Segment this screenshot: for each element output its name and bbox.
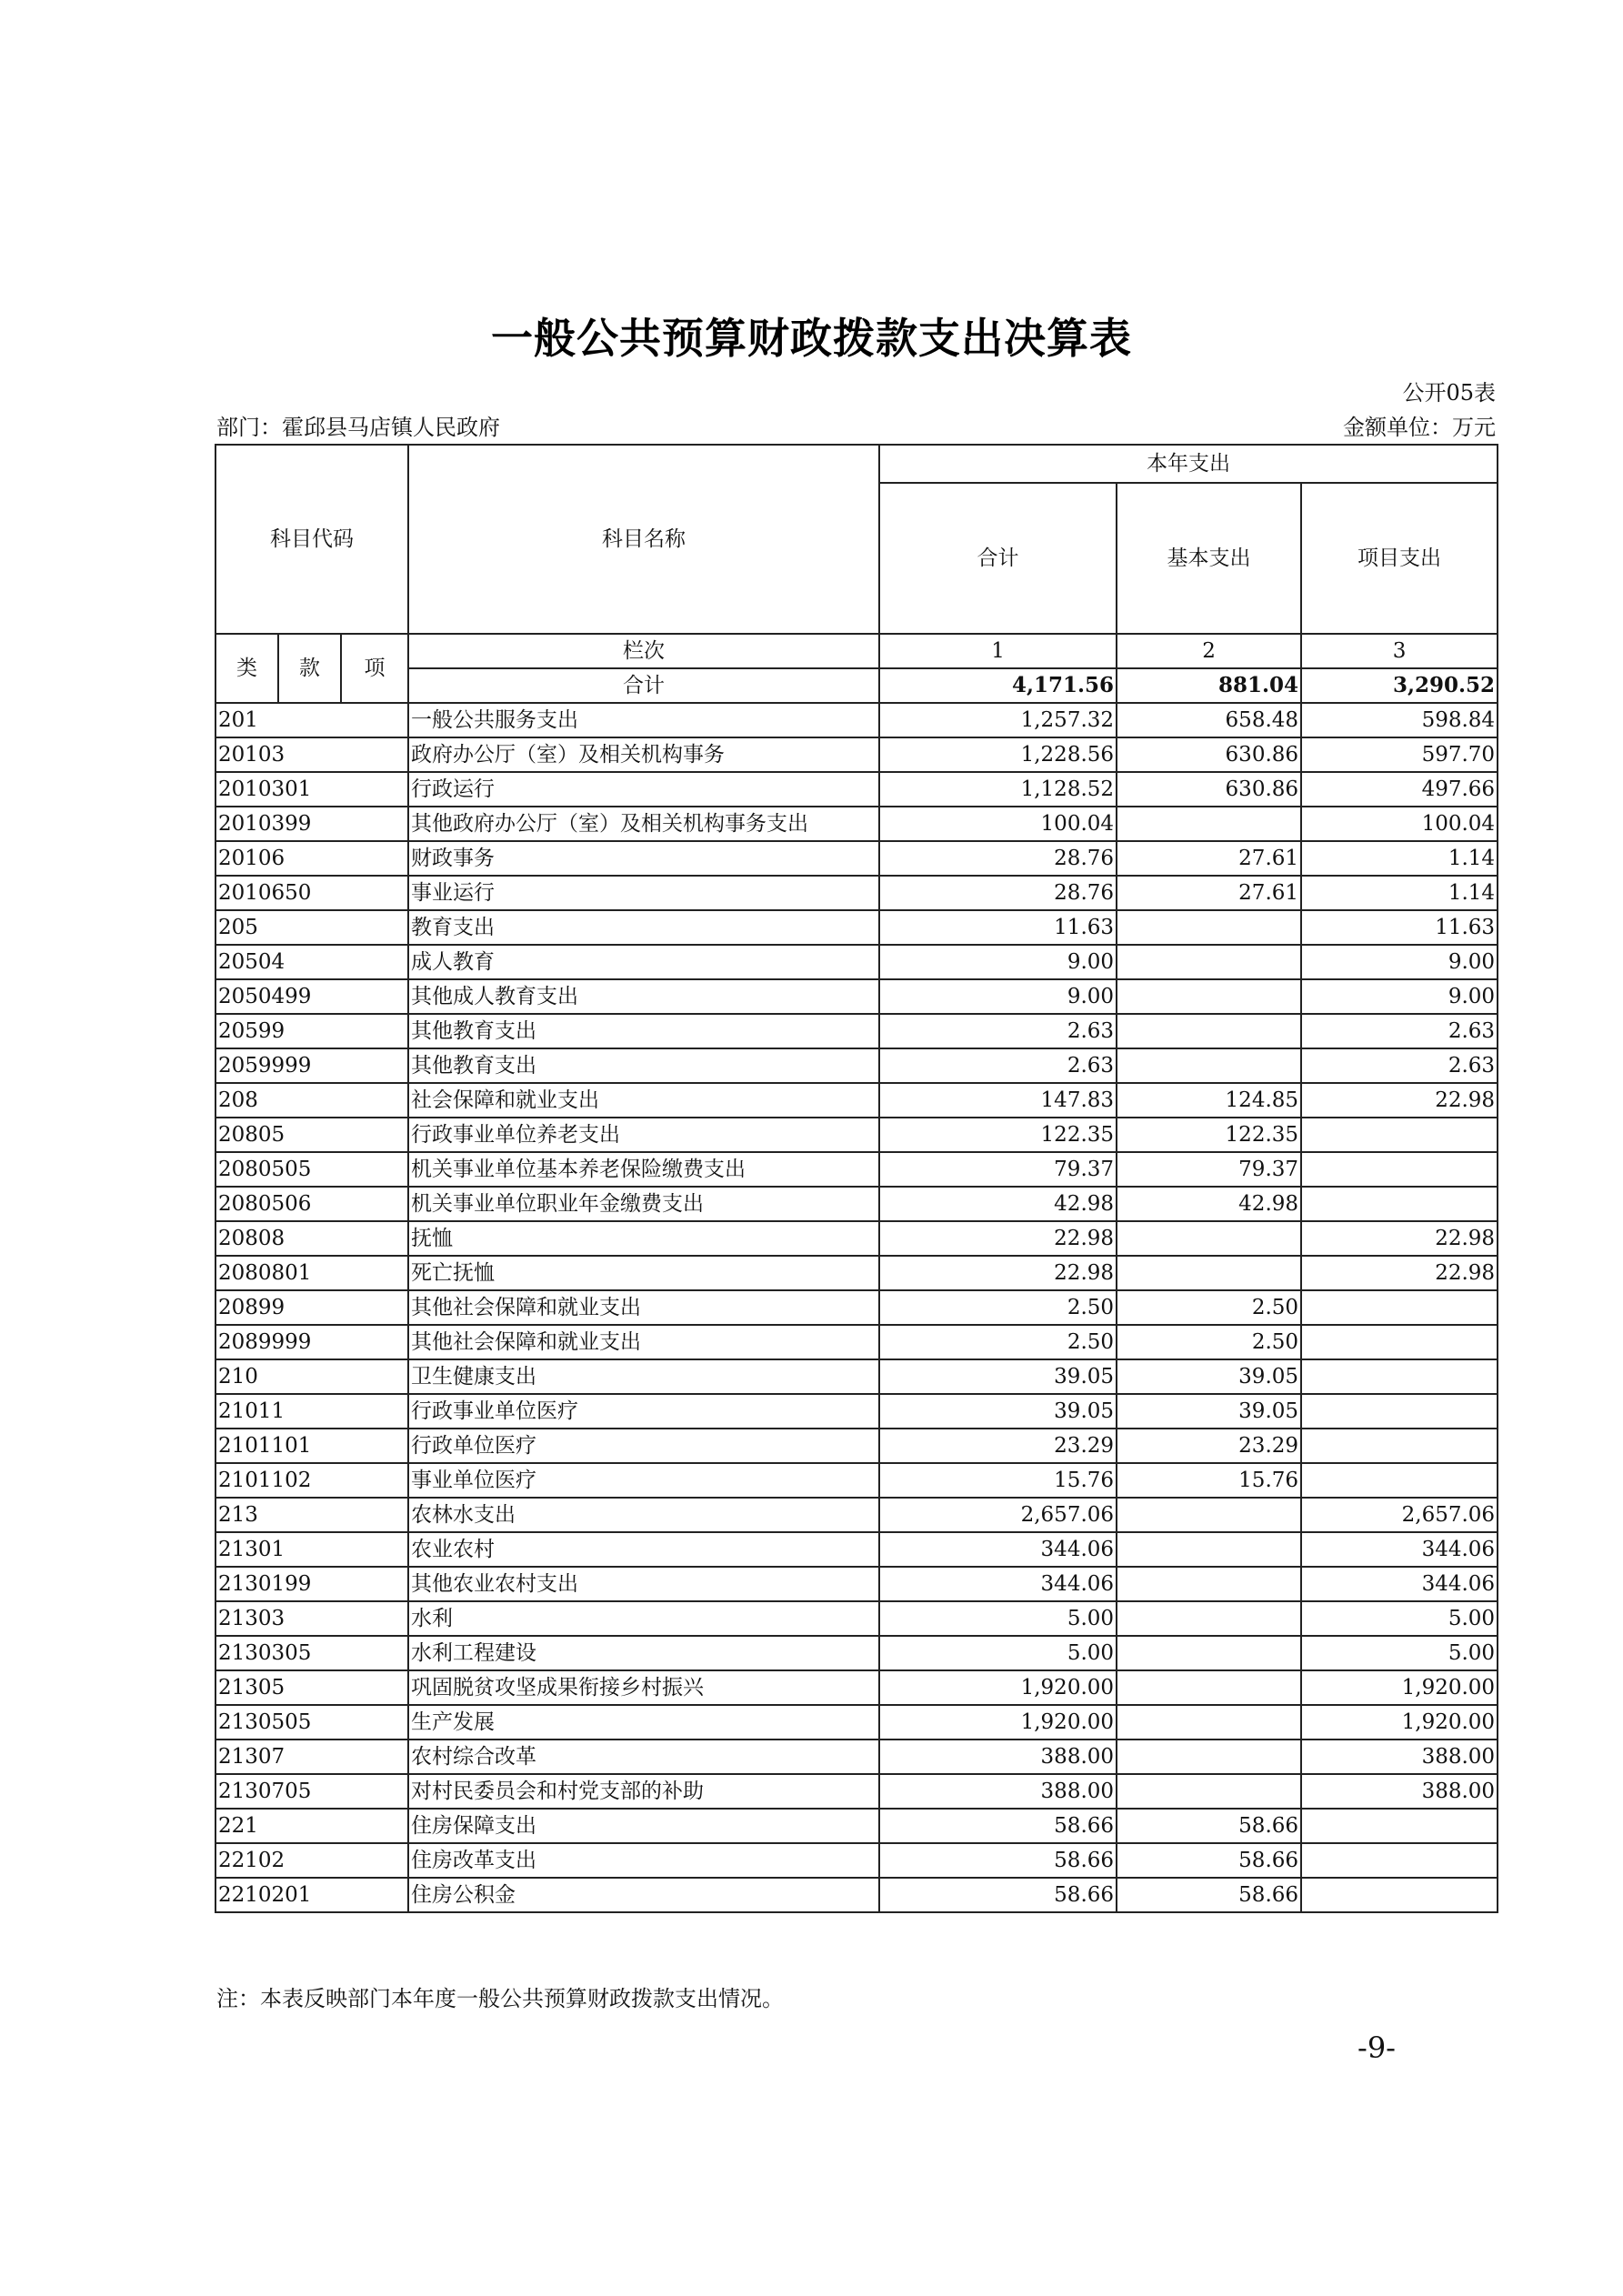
amount-project — [1301, 1809, 1498, 1843]
amount-project: 2,657.06 — [1301, 1498, 1498, 1532]
amount-project: 1.14 — [1301, 876, 1498, 910]
table-row — [215, 1290, 1498, 1325]
table-row — [215, 1463, 1498, 1498]
table-row — [215, 1048, 1498, 1083]
amount-project: 1.14 — [1301, 841, 1498, 876]
subject-name: 事业单位医疗 — [408, 1463, 879, 1498]
totals-label: 合计 — [408, 668, 879, 703]
amount-project: 1,920.00 — [1301, 1705, 1498, 1740]
amount-total: 122.35 — [879, 1118, 1117, 1152]
amount-basic: 2.50 — [1117, 1325, 1301, 1359]
amount-basic — [1117, 1048, 1301, 1083]
subject-code: 21305 — [215, 1670, 408, 1705]
amount-project: 9.00 — [1301, 979, 1498, 1014]
subject-code: 210 — [215, 1359, 408, 1394]
subject-code: 2130305 — [215, 1636, 408, 1670]
subject-name: 成人教育 — [408, 945, 879, 979]
amount-total: 1,920.00 — [879, 1705, 1117, 1740]
amount-project: 598.84 — [1301, 703, 1498, 737]
amount-total: 11.63 — [879, 910, 1117, 945]
amount-total: 39.05 — [879, 1394, 1117, 1429]
amount-basic: 58.66 — [1117, 1809, 1301, 1843]
amount-basic — [1117, 910, 1301, 945]
table-row — [215, 1359, 1498, 1394]
totals-basic: 881.04 — [1117, 668, 1301, 703]
amount-project: 344.06 — [1301, 1532, 1498, 1567]
subject-code: 2080801 — [215, 1256, 408, 1290]
header-subject-name: 科目名称 — [408, 445, 879, 634]
table-row — [215, 910, 1498, 945]
amount-total: 1,128.52 — [879, 772, 1117, 807]
amount-total: 9.00 — [879, 979, 1117, 1014]
subject-code: 2010650 — [215, 876, 408, 910]
amount-project: 497.66 — [1301, 772, 1498, 807]
amount-basic — [1117, 1705, 1301, 1740]
subject-code: 2101101 — [215, 1429, 408, 1463]
amount-project: 388.00 — [1301, 1774, 1498, 1809]
amount-total: 58.66 — [879, 1878, 1117, 1912]
amount-project: 22.98 — [1301, 1083, 1498, 1118]
header-xiang: 项 — [341, 634, 408, 703]
table-row — [215, 1532, 1498, 1567]
amount-basic: 630.86 — [1117, 772, 1301, 807]
amount-total: 2.50 — [879, 1290, 1117, 1325]
amount-total: 1,920.00 — [879, 1670, 1117, 1705]
table-row — [215, 979, 1498, 1014]
subject-code: 20899 — [215, 1290, 408, 1325]
amount-total: 28.76 — [879, 841, 1117, 876]
amount-basic — [1117, 1256, 1301, 1290]
table-row — [215, 1601, 1498, 1636]
totals-total: 4,171.56 — [879, 668, 1117, 703]
amount-basic — [1117, 1498, 1301, 1532]
table-row — [215, 1740, 1498, 1774]
subject-name: 其他社会保障和就业支出 — [408, 1325, 879, 1359]
amount-total: 344.06 — [879, 1532, 1117, 1567]
subject-code: 20504 — [215, 945, 408, 979]
subject-code: 20106 — [215, 841, 408, 876]
amount-project: 1,920.00 — [1301, 1670, 1498, 1705]
subject-name: 行政事业单位医疗 — [408, 1394, 879, 1429]
amount-basic: 122.35 — [1117, 1118, 1301, 1152]
table-row — [215, 1187, 1498, 1221]
table-number: 公开05表 — [1402, 380, 1496, 406]
subject-name: 政府办公厅（室）及相关机构事务 — [408, 737, 879, 772]
column-index-3: 3 — [1301, 634, 1498, 668]
table-row — [215, 1118, 1498, 1152]
amount-project: 344.06 — [1301, 1567, 1498, 1601]
amount-basic: 27.61 — [1117, 841, 1301, 876]
amount-total: 147.83 — [879, 1083, 1117, 1118]
amount-basic: 42.98 — [1117, 1187, 1301, 1221]
column-index-1: 1 — [879, 634, 1117, 668]
amount-project: 597.70 — [1301, 737, 1498, 772]
subject-name: 水利 — [408, 1601, 879, 1636]
amount-basic: 39.05 — [1117, 1359, 1301, 1394]
subject-name: 巩固脱贫攻坚成果衔接乡村振兴 — [408, 1670, 879, 1705]
subject-code: 21303 — [215, 1601, 408, 1636]
totals-row — [215, 668, 1498, 703]
amount-basic: 79.37 — [1117, 1152, 1301, 1187]
amount-project: 22.98 — [1301, 1221, 1498, 1256]
amount-total: 100.04 — [879, 807, 1117, 841]
amount-basic: 39.05 — [1117, 1394, 1301, 1429]
subject-code: 2010301 — [215, 772, 408, 807]
table-row — [215, 1325, 1498, 1359]
amount-total: 388.00 — [879, 1774, 1117, 1809]
amount-total: 2.50 — [879, 1325, 1117, 1359]
amount-basic: 124.85 — [1117, 1083, 1301, 1118]
amount-total: 2.63 — [879, 1014, 1117, 1048]
amount-basic: 27.61 — [1117, 876, 1301, 910]
document-title: 一般公共预算财政拨款支出决算表 — [491, 314, 1132, 363]
table-row — [215, 1809, 1498, 1843]
amount-basic — [1117, 1014, 1301, 1048]
amount-basic — [1117, 1567, 1301, 1601]
amount-basic: 2.50 — [1117, 1290, 1301, 1325]
subject-name: 机关事业单位基本养老保险缴费支出 — [408, 1152, 879, 1187]
amount-basic: 58.66 — [1117, 1843, 1301, 1878]
subject-name: 卫生健康支出 — [408, 1359, 879, 1394]
subject-name: 生产发展 — [408, 1705, 879, 1740]
amount-project: 9.00 — [1301, 945, 1498, 979]
amount-basic: 15.76 — [1117, 1463, 1301, 1498]
page-number: -9- — [1358, 2030, 1396, 2065]
table-row — [215, 1498, 1498, 1532]
table-row — [215, 1014, 1498, 1048]
subject-name: 行政单位医疗 — [408, 1429, 879, 1463]
amount-project — [1301, 1878, 1498, 1912]
amount-project: 5.00 — [1301, 1636, 1498, 1670]
amount-project — [1301, 1463, 1498, 1498]
subject-name: 抚恤 — [408, 1221, 879, 1256]
amount-total: 388.00 — [879, 1740, 1117, 1774]
amount-total: 58.66 — [879, 1809, 1117, 1843]
table-row — [215, 1152, 1498, 1187]
totals-project: 3,290.52 — [1301, 668, 1498, 703]
subject-code: 2080505 — [215, 1152, 408, 1187]
header-lei: 类 — [215, 634, 278, 703]
amount-basic — [1117, 1740, 1301, 1774]
table-row — [215, 1256, 1498, 1290]
table-row — [215, 841, 1498, 876]
amount-basic — [1117, 945, 1301, 979]
header-current-year-expenditure: 本年支出 — [879, 445, 1498, 483]
table-row — [215, 1774, 1498, 1809]
amount-project — [1301, 1843, 1498, 1878]
table-row — [215, 1083, 1498, 1118]
column-index-2: 2 — [1117, 634, 1301, 668]
table-row — [215, 876, 1498, 910]
header-subject-code: 科目代码 — [215, 445, 408, 634]
table-row — [215, 737, 1498, 772]
table-row — [215, 1567, 1498, 1601]
subject-code: 21011 — [215, 1394, 408, 1429]
subject-name: 社会保障和就业支出 — [408, 1083, 879, 1118]
amount-basic: 23.29 — [1117, 1429, 1301, 1463]
amount-project — [1301, 1325, 1498, 1359]
amount-project — [1301, 1429, 1498, 1463]
amount-total: 5.00 — [879, 1601, 1117, 1636]
subject-name: 住房公积金 — [408, 1878, 879, 1912]
header-total: 合计 — [879, 483, 1117, 634]
subject-name: 农业农村 — [408, 1532, 879, 1567]
amount-basic — [1117, 979, 1301, 1014]
subject-name: 住房改革支出 — [408, 1843, 879, 1878]
amount-basic — [1117, 1221, 1301, 1256]
subject-name: 机关事业单位职业年金缴费支出 — [408, 1187, 879, 1221]
amount-basic — [1117, 1636, 1301, 1670]
amount-total: 344.06 — [879, 1567, 1117, 1601]
subject-code: 201 — [215, 703, 408, 737]
header-kuan: 款 — [278, 634, 341, 703]
subject-name: 财政事务 — [408, 841, 879, 876]
subject-name: 行政运行 — [408, 772, 879, 807]
amount-project — [1301, 1152, 1498, 1187]
amount-basic — [1117, 1532, 1301, 1567]
subject-code: 205 — [215, 910, 408, 945]
amount-basic — [1117, 1601, 1301, 1636]
subject-code: 2089999 — [215, 1325, 408, 1359]
subject-name: 对村民委员会和村党支部的补助 — [408, 1774, 879, 1809]
subject-code: 2130505 — [215, 1705, 408, 1740]
amount-total: 22.98 — [879, 1256, 1117, 1290]
subject-name: 其他教育支出 — [408, 1014, 879, 1048]
amount-total: 22.98 — [879, 1221, 1117, 1256]
table-row — [215, 1221, 1498, 1256]
subject-code: 20599 — [215, 1014, 408, 1048]
amount-project — [1301, 1290, 1498, 1325]
subject-code: 2130705 — [215, 1774, 408, 1809]
subject-code: 2101102 — [215, 1463, 408, 1498]
subject-name: 水利工程建设 — [408, 1636, 879, 1670]
amount-project: 11.63 — [1301, 910, 1498, 945]
subject-code: 22102 — [215, 1843, 408, 1878]
amount-basic: 58.66 — [1117, 1878, 1301, 1912]
expenditure-table — [215, 444, 1498, 1913]
table-row — [215, 703, 1498, 737]
subject-name: 事业运行 — [408, 876, 879, 910]
table-row — [215, 1705, 1498, 1740]
amount-project: 2.63 — [1301, 1014, 1498, 1048]
subject-code: 2059999 — [215, 1048, 408, 1083]
subject-code: 221 — [215, 1809, 408, 1843]
subject-name: 住房保障支出 — [408, 1809, 879, 1843]
subject-name: 其他政府办公厅（室）及相关机构事务支出 — [408, 807, 879, 841]
subject-name: 农村综合改革 — [408, 1740, 879, 1774]
amount-project: 2.63 — [1301, 1048, 1498, 1083]
subject-code: 2050499 — [215, 979, 408, 1014]
subject-code: 208 — [215, 1083, 408, 1118]
subject-name: 死亡抚恤 — [408, 1256, 879, 1290]
amount-project — [1301, 1118, 1498, 1152]
amount-project: 22.98 — [1301, 1256, 1498, 1290]
subject-name: 其他成人教育支出 — [408, 979, 879, 1014]
subject-name: 教育支出 — [408, 910, 879, 945]
table-row — [215, 772, 1498, 807]
amount-basic: 658.48 — [1117, 703, 1301, 737]
subject-name: 其他社会保障和就业支出 — [408, 1290, 879, 1325]
amount-total: 28.76 — [879, 876, 1117, 910]
table-row — [215, 945, 1498, 979]
amount-basic — [1117, 1670, 1301, 1705]
amount-total: 5.00 — [879, 1636, 1117, 1670]
subject-code: 20808 — [215, 1221, 408, 1256]
amount-total: 39.05 — [879, 1359, 1117, 1394]
table-row — [215, 1636, 1498, 1670]
amount-total: 42.98 — [879, 1187, 1117, 1221]
amount-total: 1,228.56 — [879, 737, 1117, 772]
amount-total: 58.66 — [879, 1843, 1117, 1878]
amount-project — [1301, 1359, 1498, 1394]
subject-name: 一般公共服务支出 — [408, 703, 879, 737]
amount-basic — [1117, 807, 1301, 841]
amount-unit-label: 金额单位：万元 — [1343, 415, 1496, 440]
subject-name: 行政事业单位养老支出 — [408, 1118, 879, 1152]
subject-code: 213 — [215, 1498, 408, 1532]
header-basic-expenditure: 基本支出 — [1117, 483, 1301, 634]
amount-project — [1301, 1394, 1498, 1429]
header-project-expenditure: 项目支出 — [1301, 483, 1498, 634]
subject-code: 21307 — [215, 1740, 408, 1774]
subject-code: 2130199 — [215, 1567, 408, 1601]
subject-name: 农林水支出 — [408, 1498, 879, 1532]
subject-code: 2210201 — [215, 1878, 408, 1912]
amount-total: 23.29 — [879, 1429, 1117, 1463]
amount-project: 100.04 — [1301, 807, 1498, 841]
amount-basic: 630.86 — [1117, 737, 1301, 772]
table-row — [215, 1670, 1498, 1705]
table-row — [215, 1394, 1498, 1429]
subject-code: 2010399 — [215, 807, 408, 841]
subject-code: 20805 — [215, 1118, 408, 1152]
amount-total: 2.63 — [879, 1048, 1117, 1083]
table-row — [215, 807, 1498, 841]
amount-project — [1301, 1187, 1498, 1221]
amount-project: 5.00 — [1301, 1601, 1498, 1636]
subject-code: 21301 — [215, 1532, 408, 1567]
amount-basic — [1117, 1774, 1301, 1809]
amount-total: 79.37 — [879, 1152, 1117, 1187]
subject-code: 20103 — [215, 737, 408, 772]
amount-total: 1,257.32 — [879, 703, 1117, 737]
subject-name: 其他农业农村支出 — [408, 1567, 879, 1601]
amount-total: 9.00 — [879, 945, 1117, 979]
subject-code: 2080506 — [215, 1187, 408, 1221]
subject-name: 其他教育支出 — [408, 1048, 879, 1083]
table-row — [215, 1429, 1498, 1463]
amount-total: 15.76 — [879, 1463, 1117, 1498]
table-row — [215, 1843, 1498, 1878]
amount-total: 2,657.06 — [879, 1498, 1117, 1532]
amount-project: 388.00 — [1301, 1740, 1498, 1774]
table-note: 注：本表反映部门本年度一般公共预算财政拨款支出情况。 — [216, 1986, 784, 2011]
header-column-index-label: 栏次 — [408, 634, 879, 668]
department-label: 部门：霍邱县马店镇人民政府 — [216, 415, 500, 440]
table-row — [215, 1878, 1498, 1912]
